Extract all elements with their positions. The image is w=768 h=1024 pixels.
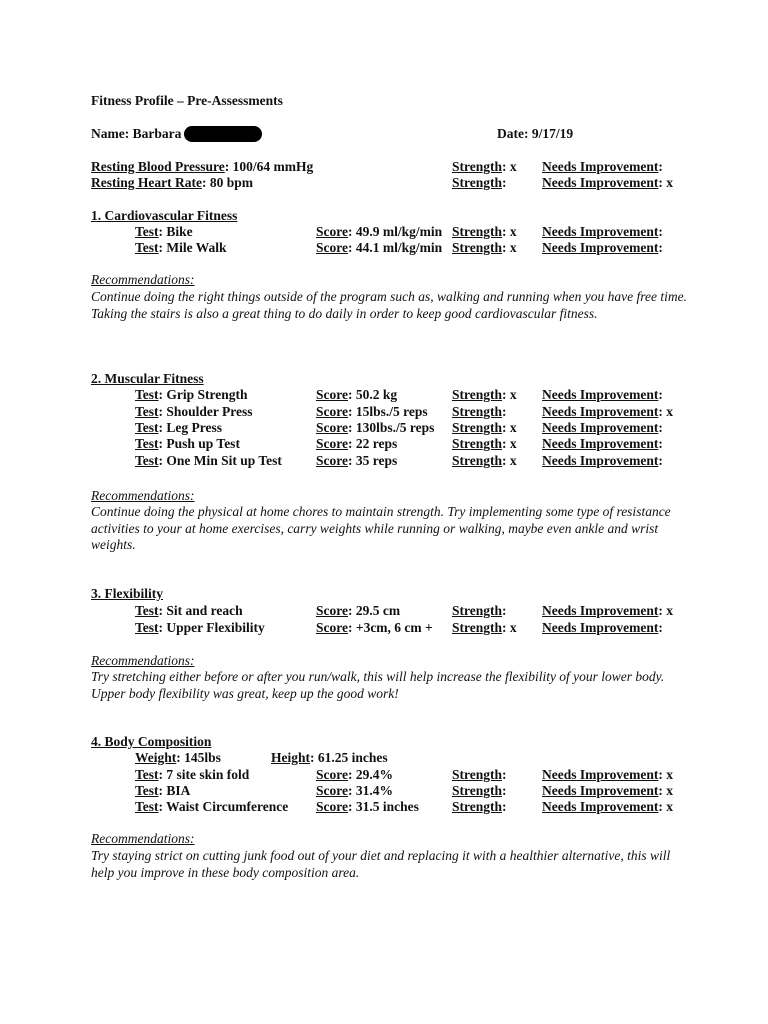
test-strength: Strength: — [452, 767, 507, 782]
redaction-mark — [184, 126, 262, 142]
test-strength: Strength: x — [452, 224, 517, 239]
test-name: Test: 7 site skin fold — [135, 767, 250, 782]
test-score: Score: 29.4% — [316, 767, 393, 782]
name-line: Name: Barbara — [91, 126, 182, 141]
test-strength: Strength: x — [452, 387, 517, 402]
date-label: Date — [497, 126, 524, 141]
recommendation-text: Try staying strict on cutting junk food out of your diet and replacing it with a healthier alternative, this will help you improve in these body composition area. — [91, 848, 671, 880]
test-score: Score: 29.5 cm — [316, 603, 401, 618]
test-name: Test: Grip Strength — [135, 387, 248, 402]
vital-needs-improvement: Needs Improvement: x — [542, 175, 673, 190]
date-line: Date: 9/17/19 — [497, 126, 574, 141]
height-field: Height: 61.25 inches — [271, 750, 388, 765]
recommendation-text: Try stretching either before or after you run/walk, this will help increase the flexibility of your lower body. Upper body flexibility was great, keep up the good work! — [91, 669, 665, 701]
test-name: Test: Shoulder Press — [135, 404, 253, 419]
test-needs-improvement: Needs Improvement: — [542, 224, 663, 239]
test-score: Score: +3cm, 6 cm + — [316, 620, 433, 635]
test-needs-improvement: Needs Improvement: — [542, 240, 663, 255]
test-strength: Strength: x — [452, 620, 517, 635]
test-needs-improvement: Needs Improvement: x — [542, 767, 673, 782]
test-strength: Strength: x — [452, 453, 517, 468]
test-needs-improvement: Needs Improvement: — [542, 420, 663, 435]
test-strength: Strength: — [452, 783, 507, 798]
section-heading: 2. Muscular Fitness — [91, 371, 204, 386]
test-strength: Strength: — [452, 603, 507, 618]
vital-needs-improvement: Needs Improvement: — [542, 159, 663, 174]
vital-strength: Strength: — [452, 175, 507, 190]
test-score: Score: 44.1 ml/kg/min — [316, 240, 443, 255]
name-label: Name — [91, 126, 125, 141]
test-score: Score: 15lbs./5 reps — [316, 404, 428, 419]
test-needs-improvement: Needs Improvement: — [542, 453, 663, 468]
test-strength: Strength: x — [452, 240, 517, 255]
test-name: Test: Upper Flexibility — [135, 620, 265, 635]
test-name: Test: Leg Press — [135, 420, 223, 435]
test-needs-improvement: Needs Improvement: x — [542, 799, 673, 814]
test-needs-improvement: Needs Improvement: x — [542, 603, 673, 618]
test-strength: Strength: — [452, 799, 507, 814]
section-heading: 4. Body Composition — [91, 734, 212, 749]
weight-field: Weight: 145lbs — [135, 750, 221, 765]
recommendation-text: Continue doing the physical at home chores to maintain strength. Try implementing some type of resistance activities to your at home exercises, carry weights while running or walking, maybe even ankle and wrist weights. — [91, 504, 671, 552]
date-value: 9/17/19 — [531, 126, 574, 141]
test-score: Score: 50.2 kg — [316, 387, 398, 402]
test-score: Score: 31.4% — [316, 783, 393, 798]
recommendation-text: Continue doing the right things outside of the program such as, walking and running when you have free time. Taking the stairs is also a great thing to do daily in order to keep good cardiovascular fitness. — [91, 289, 687, 321]
test-name: Test: BIA — [135, 783, 191, 798]
test-score: Score: 49.9 ml/kg/min — [316, 224, 443, 239]
test-strength: Strength: — [452, 404, 507, 419]
recommendations-heading: Recommendations: — [91, 272, 195, 287]
test-needs-improvement: Needs Improvement: — [542, 387, 663, 402]
vital-strength: Strength: x — [452, 159, 517, 174]
test-score: Score: 22 reps — [316, 436, 398, 451]
section-heading: 1. Cardiovascular Fitness — [91, 208, 238, 223]
test-strength: Strength: x — [452, 420, 517, 435]
section-heading: 3. Flexibility — [91, 586, 163, 601]
test-name: Test: Sit and reach — [135, 603, 243, 618]
vital-blood-pressure: Resting Blood Pressure: 100/64 mmHg — [91, 159, 314, 174]
vital-heart-rate: Resting Heart Rate: 80 bpm — [91, 175, 253, 190]
test-strength: Strength: x — [452, 436, 517, 451]
recommendations-heading: Recommendations: — [91, 488, 195, 503]
test-name: Test: Waist Circumference — [135, 799, 289, 814]
test-name: Test: Bike — [135, 224, 193, 239]
test-name: Test: Push up Test — [135, 436, 240, 451]
test-needs-improvement: Needs Improvement: — [542, 436, 663, 451]
test-needs-improvement: Needs Improvement: x — [542, 404, 673, 419]
document-title: Fitness Profile – Pre-Assessments — [91, 93, 283, 108]
recommendations-heading: Recommendations: — [91, 653, 195, 668]
test-name: Test: One Min Sit up Test — [135, 453, 282, 468]
name-value: Barbara — [132, 126, 182, 141]
test-name: Test: Mile Walk — [135, 240, 227, 255]
test-score: Score: 130lbs./5 reps — [316, 420, 435, 435]
test-score: Score: 31.5 inches — [316, 799, 419, 814]
test-score: Score: 35 reps — [316, 453, 398, 468]
test-needs-improvement: Needs Improvement: — [542, 620, 663, 635]
recommendations-heading: Recommendations: — [91, 831, 195, 846]
test-needs-improvement: Needs Improvement: x — [542, 783, 673, 798]
